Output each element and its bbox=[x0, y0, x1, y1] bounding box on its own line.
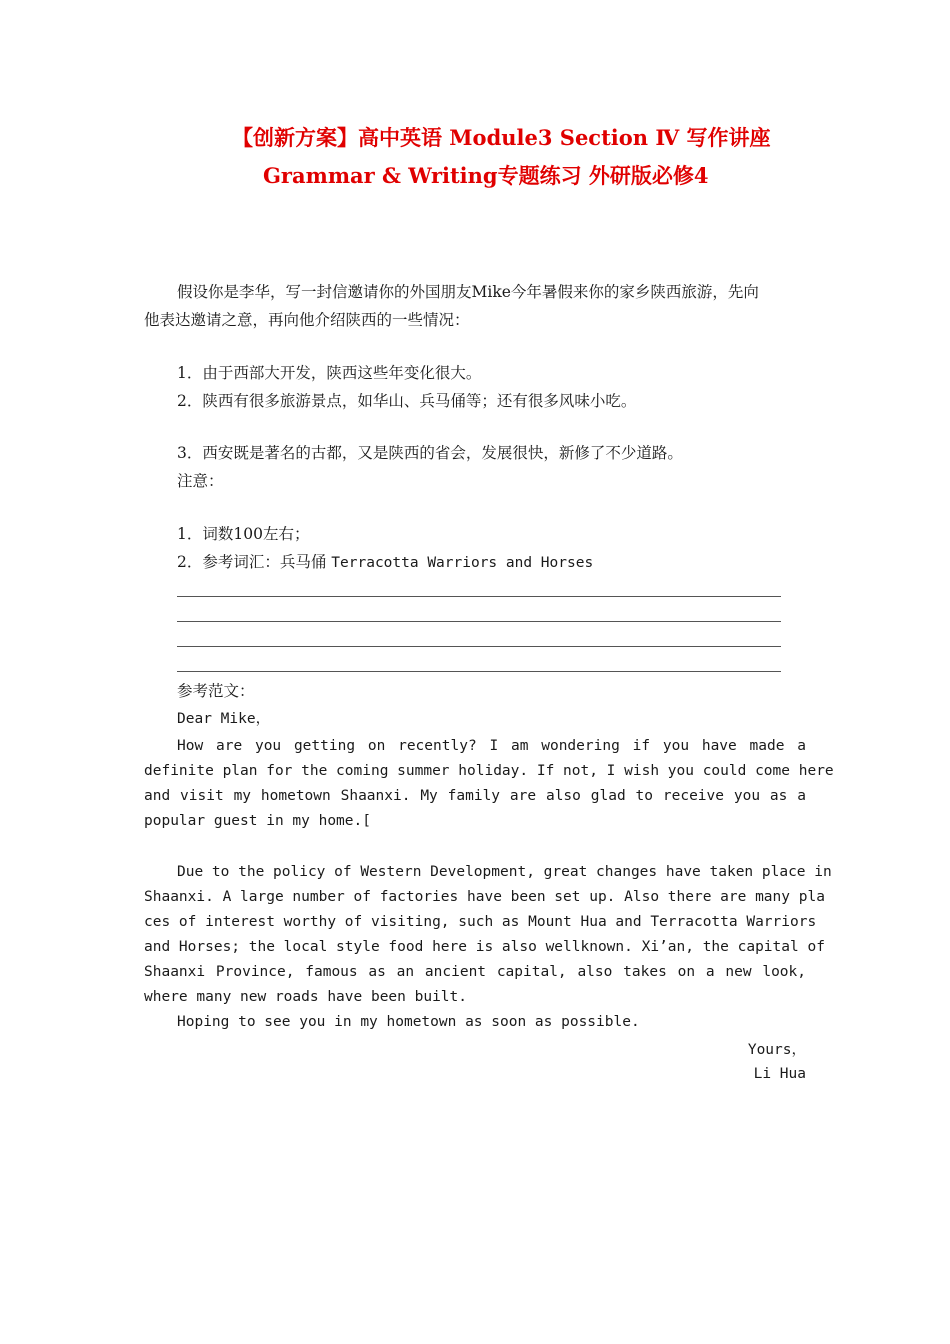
sample-p2-line: ces of interest worthy of visiting, such as Mount Hua and Terracotta Warriors bbox=[144, 914, 817, 930]
prompt-point-1: 1．由于西部大开发，陕西这些年变化很大。 bbox=[177, 364, 482, 382]
sample-p2-line: where many new roads have been built. bbox=[144, 989, 468, 1005]
notes-label: 注意： bbox=[177, 472, 224, 490]
answer-line-3 bbox=[177, 646, 781, 647]
note-2-prefix: 2．参考词汇：兵马俑 bbox=[177, 553, 332, 571]
prompt-intro-line-1: 假设你是李华，写一封信邀请你的外国朋友Mike今年暑假来你的家乡陕西旅游，先向 bbox=[177, 283, 759, 301]
sample-greeting: Dear Mike， bbox=[177, 711, 271, 727]
sample-p2-line: Shaanxi Province, famous as an ancient capital, also takes on a new look, bbox=[144, 964, 806, 980]
sample-p2-line: and Horses; the local style food here is also wellknown. Xi’an, the capital of bbox=[144, 939, 825, 955]
sample-p1-line: How are you getting on recently? I am wondering if you have made a bbox=[177, 738, 806, 754]
answer-line-4 bbox=[177, 671, 781, 672]
note-2 bbox=[177, 552, 593, 573]
sample-signoff: Yours， bbox=[747, 1042, 806, 1058]
sample-p1-line: and visit my hometown Shaanxi. My family are also glad to receive you as a bbox=[144, 788, 806, 804]
title-line-2: Grammar & Writing专题练习 外研版必修4 bbox=[263, 163, 709, 188]
sample-signature: Li Hua bbox=[753, 1066, 806, 1082]
sample-p2-line: Shaanxi. A large number of factories have been set up. Also there are many pla bbox=[144, 889, 825, 905]
note-2-term: Terracotta Warriors and Horses bbox=[331, 555, 594, 571]
prompt-point-3: 3．西安既是著名的古都，又是陕西的省会，发展很快，新修了不少道路。 bbox=[177, 444, 683, 462]
sample-p2-line: Due to the policy of Western Development, great changes have taken place in bbox=[177, 864, 832, 880]
title-line-1: 【创新方案】高中英语 Module3 Section Ⅳ 写作讲座 bbox=[232, 125, 771, 150]
note-1: 1．词数100左右； bbox=[177, 525, 310, 543]
prompt-point-2: 2．陕西有很多旅游景点，如华山、兵马俑等；还有很多风味小吃。 bbox=[177, 392, 637, 410]
answer-line-2 bbox=[177, 621, 781, 622]
sample-closing-line: Hoping to see you in my hometown as soon as possible. bbox=[177, 1014, 640, 1030]
prompt-intro-line-2: 他表达邀请之意，再向他介绍陕西的一些情况： bbox=[144, 311, 470, 329]
sample-p1-line: definite plan for the coming summer holiday. If not, I wish you could come here bbox=[144, 763, 834, 779]
sample-label: 参考范文： bbox=[177, 682, 255, 700]
answer-line-1 bbox=[177, 596, 781, 597]
sample-p1-line: popular guest in my home.[ bbox=[144, 813, 371, 829]
